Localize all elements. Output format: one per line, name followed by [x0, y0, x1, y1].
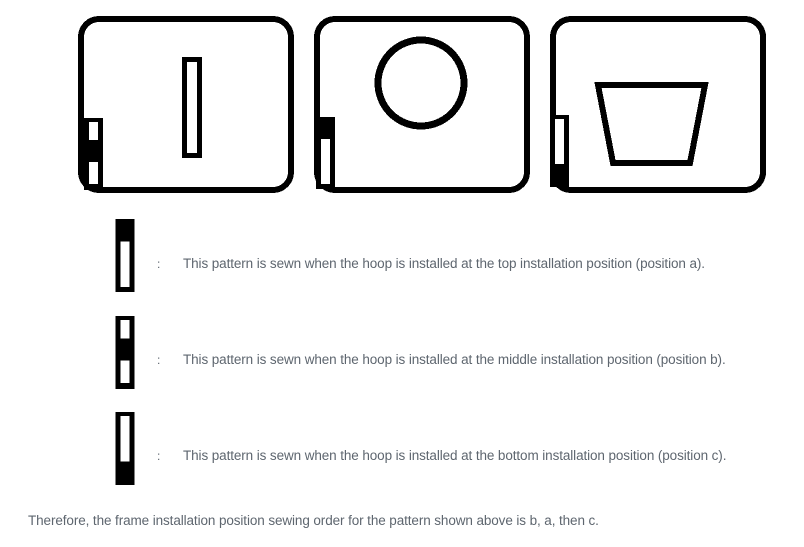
- position-b-indicator-icon: [115, 316, 135, 389]
- pattern-frames-row: [75, 13, 769, 196]
- position-a-indicator-icon: [316, 117, 335, 189]
- pattern-trapezoid-icon: [598, 85, 705, 163]
- pattern-circle-icon: [378, 40, 464, 126]
- pattern-bar-icon: [185, 60, 200, 156]
- conclusion-text: Therefore, the frame installation position sewing order for the pattern shown above is b, a, then c.: [28, 513, 599, 528]
- legend-separator: :: [157, 449, 161, 463]
- position-c-indicator-icon: [115, 412, 135, 485]
- legend-separator: :: [157, 353, 161, 367]
- hoop-frame-circle-pattern: [311, 13, 533, 196]
- position-a-indicator-icon: [115, 219, 135, 292]
- legend-text-position-c: This pattern is sewn when the hoop is installed at the bottom installation position (position c).: [183, 448, 727, 463]
- legend-text-position-b: This pattern is sewn when the hoop is installed at the middle installation position (position b).: [183, 352, 726, 367]
- legend-text-position-a: This pattern is sewn when the hoop is installed at the top installation position (position a).: [183, 256, 705, 271]
- position-c-indicator-icon: [550, 115, 569, 187]
- hoop-frame-bar-pattern: [75, 13, 297, 196]
- hoop-frame-trapezoid-pattern: [547, 13, 769, 196]
- position-b-indicator-icon: [84, 118, 103, 190]
- legend-separator: :: [157, 257, 161, 271]
